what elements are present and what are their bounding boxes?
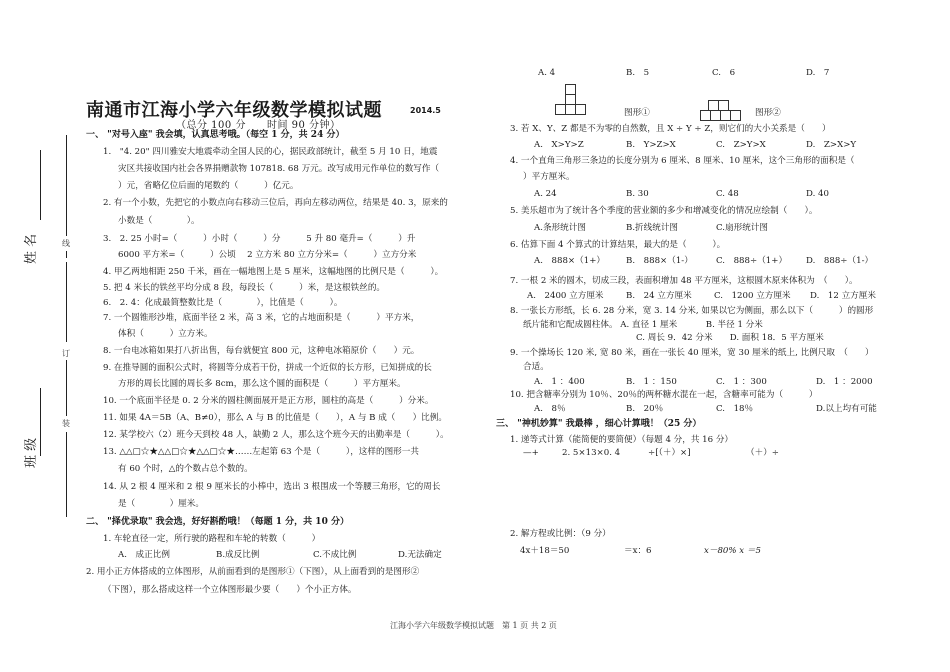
r-q10: 10. 把含糖率分别为 10％、20％的两杯糖水混在一起，含糖率可能为（ ） xyxy=(510,390,818,400)
r-q4-option-d: D. 40 xyxy=(806,189,829,199)
s3-q1-item-4: （＋）÷ xyxy=(746,448,779,458)
r-q4-option-a: A. 24 xyxy=(534,189,557,199)
r-q5-option-a: A.条形统计图 xyxy=(534,223,586,233)
s3-q1: 1. 递等式计算（能简便的要简便）（每题 4 分，共 16 分） xyxy=(510,435,734,445)
r-q10-option-a: A. 8％ xyxy=(534,404,566,414)
s1-q7-line2: 体积（ ）立方米。 xyxy=(118,329,213,339)
section-1-title: 一、 "对号入座" 我会填，认真思考哦。（每空 1 分，共 24 分） xyxy=(86,130,345,140)
s2-q1-option-b: B.成反比例 xyxy=(216,550,260,560)
r-q3-option-b: B. Y>Z>X xyxy=(626,140,676,150)
s1-q9-line1: 9. 在推导圆的面积公式时，将圆等分成若干份，拼成一个近似的长方形，已知拼成的长 xyxy=(103,363,432,373)
r-q6-option-d: D. 888÷（1-） xyxy=(806,256,874,266)
figure-1-front-view xyxy=(555,84,595,120)
s1-q8: 8. 一台电冰箱如果打八折出售，每台就便宜 800 元，这种电冰箱原价（ ）元。 xyxy=(103,346,420,356)
r-q6-option-b: B. 888×（1-） xyxy=(626,256,693,266)
r-q2-option-c: C. 6 xyxy=(712,68,736,78)
r-q9-line2: 合适。 xyxy=(523,362,549,372)
r-q5: 5. 美乐超市为了统计各个季度的营业额的多少和增减变化的情况应绘制（ ）。 xyxy=(510,206,818,216)
r-q4-line2: ）平方厘米。 xyxy=(523,172,575,182)
r-q7-option-d: D. 12 立方厘米 xyxy=(810,291,876,301)
r-q7-option-c: C. 1200 立方厘米 xyxy=(714,291,791,301)
r-q9-option-a: A. 1 ：400 xyxy=(534,377,585,387)
r-q7-option-b: B. 24 立方厘米 xyxy=(626,291,692,301)
r-q10-option-d: D.以上均有可能 xyxy=(816,404,877,414)
name-fill-line xyxy=(40,150,41,220)
s3-q1-item-1: —+ xyxy=(523,448,539,458)
s1-q13-line1: 13. △△□☆★△△□☆★△△□☆★……左起第 63 个是（ ），这样的图形一共 xyxy=(103,447,419,457)
section-2-title: 二、 "择优录取" 我会选，好好斟酌哦！（每题 1 分，共 10 分） xyxy=(86,517,349,527)
r-q2-option-a: A. 4 xyxy=(538,68,556,78)
r-q10-option-c: C. 18％ xyxy=(716,404,754,414)
binding-line-mid xyxy=(66,262,67,342)
r-q3-option-a: A. X>Y>Z xyxy=(534,140,584,150)
r-q6: 6. 估算下面 4 个算式的计算结果，最大的是（ ）。 xyxy=(510,240,726,250)
s1-q10: 10. 一个底面半径是 0. 2 分米的圆柱侧面展开是正方形，圆柱的高是（ ）分米。 xyxy=(103,396,434,406)
r-q4-option-b: B. 30 xyxy=(626,189,649,199)
s1-q11: 11. 如果 4A＝5B（A、B≠0），那么 A 与 B 的比值是（ ），A 与 B 成（ ）比例。 xyxy=(103,413,447,423)
page-footer: 江海小学六年级数学模拟试题 第 1 页 共 2 页 xyxy=(390,621,557,630)
r-q9-option-d: D. 1 ：2000 xyxy=(816,377,873,387)
r-q3-option-c: C. Z>Y>X xyxy=(716,140,766,150)
r-q3-option-d: D. Z>X>Y xyxy=(806,140,857,150)
s1-q14-line2: 是（ ）厘米。 xyxy=(118,499,204,509)
r-q8-line1: 8. 一张长方形纸，长 6. 28 分米，宽 3. 14 分米, 如果以它为侧面，那么以下（ ）的圆形 xyxy=(510,306,874,316)
s1-q5: 5. 把 4 米长的铁丝平均分成 8 段，每段长（ ）米，是这根铁丝的。 xyxy=(103,283,386,293)
s2-q2-line1: 2. 用小正方体搭成的立体图形，从前面看到的是图形①（下图），从上面看到的是图形② xyxy=(86,567,420,577)
section-3-title: 三、 "神机妙算" 我最棒 ，细心计算哦！（25 分） xyxy=(496,419,702,429)
r-q4-option-c: C. 48 xyxy=(716,189,739,199)
s1-q1-line3: ）元，省略亿位后面的尾数约（ ）亿元。 xyxy=(118,181,299,191)
exam-subtitle: （总分 100 分 时间 90 分钟） xyxy=(176,120,341,131)
s3-q2-item-3: x－80% x ＝5 xyxy=(704,546,761,556)
r-q7-option-a: A. 2400 立方厘米 xyxy=(527,291,604,301)
s3-q2: 2. 解方程或比例：（9 分） xyxy=(510,529,611,539)
r-q9-option-b: B. 1 ：150 xyxy=(626,377,677,387)
binding-char-zhuang: 装 xyxy=(62,416,70,431)
s2-q2-line2: （下图），那么搭成这样一个立体图形最少要（ ）个小正方体。 xyxy=(103,585,357,595)
figure-2-top-view xyxy=(700,100,750,120)
s1-q14-line1: 14. 从 2 根 4 厘米和 2 根 9 厘米长的小棒中，选出 3 根围成一个等腰三角形，它的周长 xyxy=(103,482,441,492)
r-q2-option-b: B. 5 xyxy=(626,68,650,78)
binding-line-bottom xyxy=(66,432,67,517)
s1-q6: 6. 2. 4：化成最简整数比是（ ），比值是（ ）。 xyxy=(103,298,343,308)
r-q4-line1: 4. 一个直角三角形三条边的长度分别为 6 厘米、8 厘米、10 厘米，这个三角形的面积是（ xyxy=(510,156,855,166)
s2-q1-option-c: C.不成比例 xyxy=(313,550,357,560)
exam-year: 2014.5 xyxy=(410,106,441,115)
s1-q2-line1: 2. 有一个小数，先把它的小数点向右移动三位后，再向左移动两位，结果是 40. 3，原来的 xyxy=(103,198,448,208)
r-q8-line3: C. 周长 9．42 分米 D. 面积 18．5 平方厘米 xyxy=(636,333,824,343)
s3-q1-item-3: ÷[（＋）×] xyxy=(648,448,691,458)
r-q6-option-c: C. 888÷（1+） xyxy=(716,256,788,266)
r-q5-option-c: C.扇形统计图 xyxy=(716,223,768,233)
s1-q13-line2: 有 60 个时，△的个数占总个数的。 xyxy=(118,464,253,474)
r-q9-option-c: C. 1 ：300 xyxy=(716,377,767,387)
s1-q12: 12. 某学校六（2）班今天到校 48 人，缺勤 2 人，那么这个班今天的出勤率是（ ）。 xyxy=(103,430,449,440)
s1-q3-line1: 3. 2. 25 小时=（ ）小时（ ）分 5 升 80 毫升=（ ）升 xyxy=(103,234,416,244)
r-q2-option-d: D. 7 xyxy=(806,68,830,78)
s2-q1: 1. 车轮直径一定，所行驶的路程和车轮的转数（ ） xyxy=(103,534,321,544)
s1-q2-line2: 小数是（ ）。 xyxy=(118,216,200,226)
s1-q1-line2: 灾区共接收国内社会各界捐赠款物 107818. 68 万元。改写成用元作单位的数写作（ xyxy=(118,164,440,174)
r-q5-option-b: B.折线统计图 xyxy=(626,223,679,233)
s1-q9-line2: 方形的周长比圆的周长多 8cm，那么这个圆的面积是（ ）平方厘米。 xyxy=(118,379,406,389)
s3-q2-item-2: ＝x：6 xyxy=(624,546,652,556)
s3-q2-item-1: 4x＋18＝50 xyxy=(520,546,570,556)
figure-1-label: 图形① xyxy=(624,108,650,118)
r-q10-option-b: B. 20％ xyxy=(626,404,664,414)
exam-title: 南通市江海小学六年级数学模拟试题 xyxy=(86,100,382,121)
r-q6-option-a: A. 888×（1+） xyxy=(534,256,605,266)
s1-q3-line2: 6000 平方米=（ ）公顷 2 立方米 80 立方分米=（ ）立方分米 xyxy=(118,250,417,260)
class-fill-line xyxy=(40,388,41,456)
r-q7: 7. 一根 2 米的圆木，切成三段，表面积增加 48 平方厘米，这根圆木原来体积为 （ ）。 xyxy=(510,276,858,286)
r-q8-line2: 纸片能和它配成圆柱体。 A. 直径 1 厘米 B. 半径 1 分米 xyxy=(523,320,763,330)
binding-char-line: 线 xyxy=(62,236,70,251)
s1-q1-line1: 1. "4. 20" 四川雅安大地震牵动全国人民的心，据民政部统计，截至 5 月 10 日，地震 xyxy=(103,147,438,157)
r-q9-line1: 9. 一个操场长 120 米, 宽 80 米，画在一张长 40 厘米，宽 30 厘米的纸上, 比例尺取 （ ） xyxy=(510,348,874,358)
s1-q7-line1: 7. 一个圆锥形沙堆，底面半径 2 米，高 3 米，它的占地面积是（ ）平方米， xyxy=(103,313,420,323)
s2-q1-option-a: A. 成正比例 xyxy=(118,550,170,560)
s3-q1-item-2: 2. 5×13×0. 4 xyxy=(562,448,621,458)
name-label: 姓 名 xyxy=(24,233,39,264)
class-label: 班 级 xyxy=(24,437,39,468)
s1-q4: 4. 甲乙两地相距 250 千米，画在一幅地图上是 5 厘米，这幅地图的比例尺是（ ）。 xyxy=(103,267,444,277)
figure-2-label: 图形② xyxy=(755,108,781,118)
binding-char-ding: 订 xyxy=(62,346,70,361)
r-q3: 3. 若 X、Y、Z 都是不为零的自然数，且 X ÷ Y ÷ Z，则它们的大小关系是（ ） xyxy=(510,124,831,134)
s2-q1-option-d: D.无法确定 xyxy=(398,550,442,560)
